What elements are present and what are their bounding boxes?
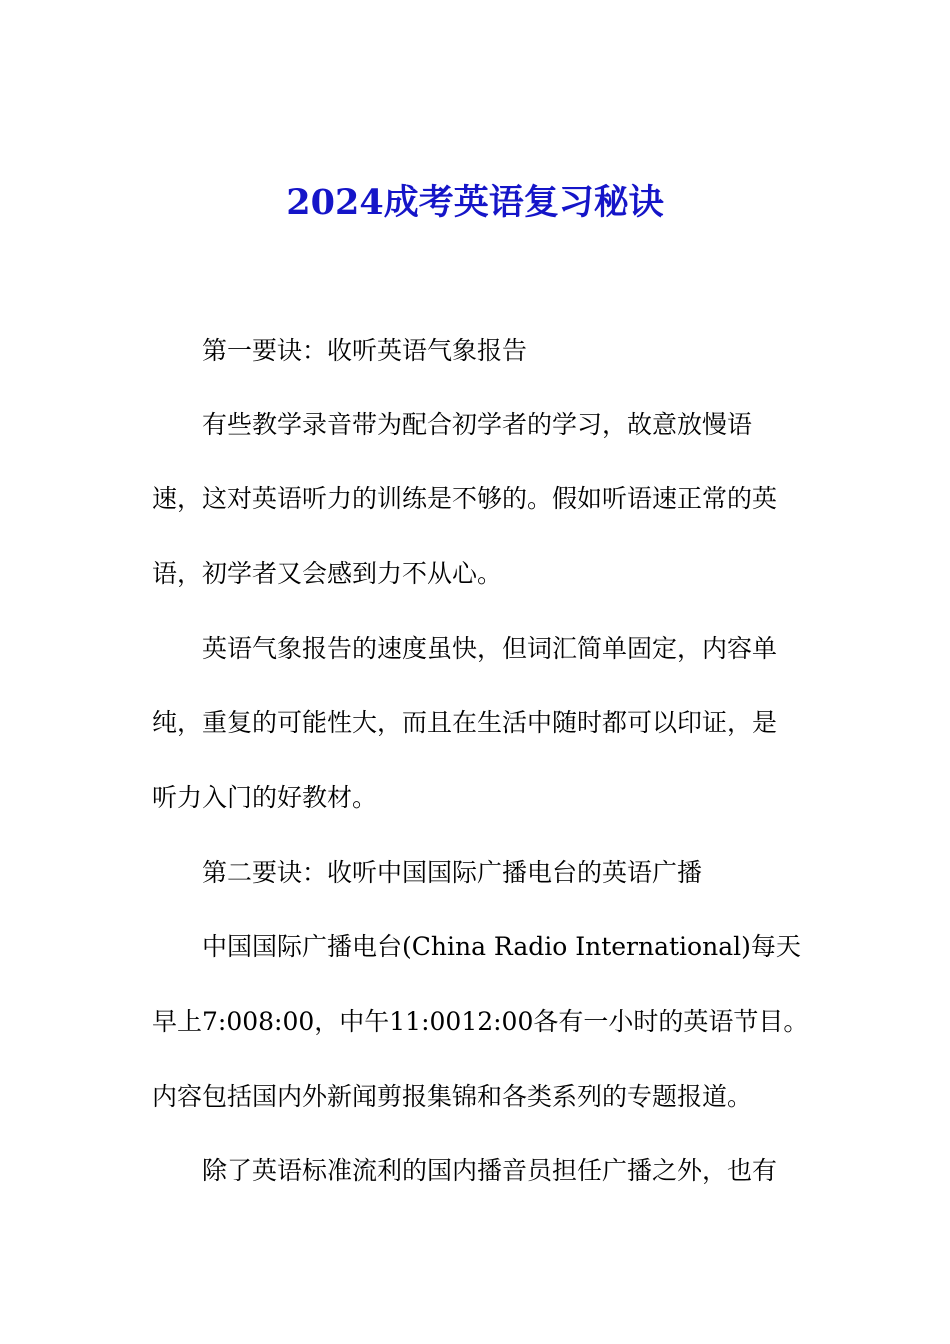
paragraph-line: 速，这对英语听力的训练是不够的。假如听语速正常的英 <box>152 484 778 513</box>
paragraph-line: 纯，重复的可能性大，而且在生活中随时都可以印证，是 <box>152 708 778 737</box>
paragraph-line: 听力入门的好教材。 <box>152 783 378 812</box>
paragraph-line: 中国国际广播电台(China Radio International)每天 <box>202 932 801 961</box>
paragraph-line: 英语气象报告的速度虽快，但词汇简单固定，内容单 <box>202 634 778 663</box>
paragraph-line: 早上7:008:00，中午11:0012:00各有一小时的英语节目。 <box>152 1007 809 1036</box>
document-title: 2024成考英语复习秘诀 <box>286 182 664 223</box>
heading-tip-one: 第一要诀：收听英语气象报告 <box>202 336 528 365</box>
paragraph-line: 语，初学者又会感到力不从心。 <box>152 559 503 588</box>
paragraph-line: 有些教学录音带为配合初学者的学习，故意放慢语 <box>202 410 753 439</box>
paragraph-line: 内容包括国内外新闻剪报集锦和各类系列的专题报道。 <box>152 1082 753 1111</box>
document-body <box>152 0 812 1344</box>
paragraph-line: 除了英语标准流利的国内播音员担任广播之外，也有 <box>202 1156 778 1185</box>
heading-tip-two: 第二要诀：收听中国国际广播电台的英语广播 <box>202 858 703 887</box>
